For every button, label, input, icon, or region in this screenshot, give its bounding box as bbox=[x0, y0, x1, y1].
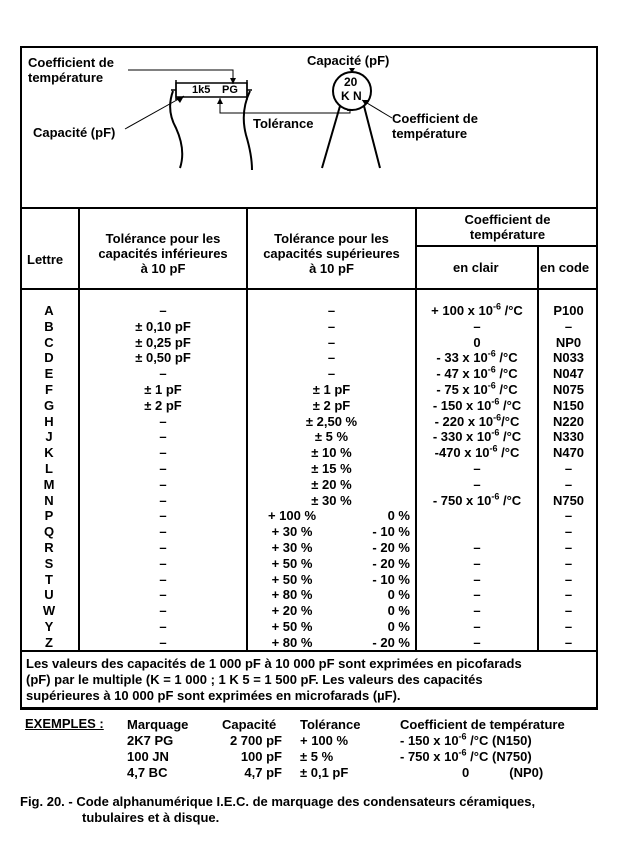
cell-en-code: – bbox=[564, 619, 573, 634]
cell-tol-low: ± 0,25 pF bbox=[135, 334, 191, 350]
cell-en-code: N150 bbox=[552, 397, 585, 413]
cell-tol-high: + 80 % bbox=[271, 634, 313, 650]
disc-marking-1: 20 bbox=[344, 75, 358, 89]
clair-value: -470 x 10 bbox=[434, 445, 490, 461]
header-tol-low-line: Tolérance pour les bbox=[105, 231, 221, 246]
cell-en-code: N047 bbox=[552, 366, 585, 382]
cell-tol-high: – bbox=[327, 334, 336, 350]
cell-letter: C bbox=[44, 334, 54, 350]
cell-en-code: N033 bbox=[552, 350, 585, 366]
clair-exponent: -6 bbox=[487, 349, 496, 360]
caption bbox=[20, 794, 535, 826]
header-tol-high-line: capacités supérieures bbox=[263, 246, 400, 261]
cell-tol-high: – bbox=[327, 366, 336, 382]
cell-tol-low: – bbox=[159, 413, 167, 429]
label-coef-right-2: température bbox=[392, 126, 468, 141]
note-line: (pF) par le multiple (K = 1 000 ; 1 K 5 = 1 500 pF. Les valeurs des capacités bbox=[26, 672, 483, 687]
example-tolerance: ± 5 % bbox=[300, 749, 334, 764]
cell-tol-high: + 30 % bbox=[271, 540, 313, 555]
clair-exponent: -6 bbox=[491, 396, 500, 407]
cell-tol-high: + 80 % bbox=[271, 587, 313, 603]
clair-exponent: -6 bbox=[491, 491, 500, 502]
cell-letter: U bbox=[44, 587, 54, 603]
cell-tol-high-2: - 10 % bbox=[372, 571, 410, 587]
cell-en-code: – bbox=[564, 571, 573, 587]
example-coef bbox=[400, 765, 580, 780]
cell-letter: S bbox=[44, 555, 54, 571]
cell-en-code: – bbox=[564, 476, 573, 492]
clair-value: – bbox=[473, 571, 481, 587]
cell-en-code: NP0 bbox=[555, 334, 582, 350]
cell-tol-low: – bbox=[159, 461, 167, 476]
cell-tol-high-2: 0 % bbox=[387, 587, 410, 603]
cell-tol-low: – bbox=[159, 445, 167, 461]
cell-tol-low: – bbox=[159, 603, 167, 619]
cell-en-clair bbox=[417, 540, 537, 555]
examples-head-mark: Marquage bbox=[127, 717, 189, 732]
cell-tol-high-2: 0 % bbox=[387, 508, 410, 524]
cell-en-code: – bbox=[564, 603, 573, 619]
cell-tol-high: – bbox=[327, 318, 336, 334]
clair-value: – bbox=[473, 587, 481, 603]
examples-head-coef: Coefficient de température bbox=[400, 717, 565, 732]
cell-tol-high: ± 30 % bbox=[311, 492, 352, 508]
example-marking: 2K7 PG bbox=[127, 733, 174, 748]
cell-tol-high-2: 0 % bbox=[387, 619, 410, 634]
cell-letter: K bbox=[44, 445, 54, 461]
header-coef-line: température bbox=[469, 227, 546, 242]
clair-unit: /°C bbox=[495, 366, 518, 382]
cell-tol-low: ± 0,50 pF bbox=[135, 350, 191, 366]
clair-value: - 47 x 10 bbox=[436, 366, 488, 382]
header-tol-low-line: à 10 pF bbox=[140, 261, 186, 276]
cell-tol-high: ± 10 % bbox=[311, 445, 352, 461]
clair-value: – bbox=[473, 461, 481, 476]
clair-value: 0 bbox=[473, 334, 481, 350]
cell-en-clair bbox=[417, 366, 537, 381]
example-coef-value: - 150 x 10 bbox=[400, 733, 459, 748]
cell-letter: B bbox=[44, 318, 54, 334]
label-coef-right: Coefficient de bbox=[392, 111, 478, 126]
cell-en-code: – bbox=[564, 555, 573, 571]
clair-exponent: -6 bbox=[492, 301, 501, 312]
example-coef-exponent: -6 bbox=[458, 731, 467, 742]
cell-en-code: – bbox=[564, 461, 573, 476]
label-coef-top: Coefficient de bbox=[28, 55, 114, 70]
cell-tol-low: – bbox=[159, 476, 167, 492]
clair-value: – bbox=[473, 318, 481, 334]
cell-en-clair bbox=[417, 303, 537, 318]
header-en-clair: en clair bbox=[453, 260, 499, 275]
clair-value: – bbox=[473, 634, 481, 650]
cell-en-code: – bbox=[564, 524, 573, 540]
cell-tol-low: – bbox=[159, 524, 167, 540]
example-marking: 100 JN bbox=[127, 749, 169, 764]
cell-tol-low: – bbox=[159, 634, 167, 650]
cell-tol-low: – bbox=[159, 587, 167, 603]
disc-marking-2: K N bbox=[341, 89, 362, 103]
cell-tol-low: – bbox=[159, 540, 167, 555]
cell-en-clair bbox=[417, 587, 537, 602]
clair-unit: /°C bbox=[501, 413, 520, 429]
cell-en-code: P100 bbox=[553, 303, 584, 318]
example-capacity: 4,7 pF bbox=[244, 765, 282, 780]
example-coef bbox=[400, 733, 580, 748]
cell-en-clair bbox=[417, 319, 537, 334]
example-tolerance: ± 0,1 pF bbox=[300, 765, 349, 780]
cell-tol-low: – bbox=[159, 508, 167, 524]
cell-en-code: N075 bbox=[552, 382, 585, 397]
clair-unit: /°C bbox=[501, 303, 523, 318]
examples-head-cap: Capacité bbox=[222, 717, 277, 732]
cell-tol-low: ± 2 pF bbox=[144, 397, 182, 413]
cell-letter: Q bbox=[43, 524, 55, 540]
clair-value: – bbox=[473, 476, 481, 492]
cell-tol-high: + 50 % bbox=[271, 555, 313, 571]
clair-value: - 75 x 10 bbox=[436, 382, 488, 397]
cell-tol-high: + 50 % bbox=[271, 571, 313, 587]
cell-en-code: – bbox=[564, 540, 573, 555]
cell-letter: F bbox=[45, 382, 53, 397]
header-en-code: en code bbox=[540, 260, 590, 275]
example-marking: 4,7 BC bbox=[127, 765, 168, 780]
cell-en-code: N330 bbox=[552, 429, 585, 445]
example-coef-unit: /°C (N150) bbox=[466, 733, 532, 748]
label-coef-top-2: température bbox=[28, 70, 104, 85]
cell-letter: J bbox=[45, 429, 53, 445]
clair-value: – bbox=[473, 555, 481, 571]
cell-tol-low: – bbox=[159, 492, 167, 508]
clair-exponent: -6 bbox=[487, 380, 496, 391]
cell-tol-high-2: - 20 % bbox=[372, 555, 410, 571]
cell-en-clair bbox=[417, 603, 537, 618]
cell-tol-high: ± 1 pF bbox=[312, 382, 351, 397]
cell-letter: Y bbox=[44, 619, 54, 634]
clair-exponent: -6 bbox=[487, 364, 496, 375]
example-coef-unit: (NP0) bbox=[509, 765, 544, 780]
header-tol-low bbox=[80, 231, 246, 276]
clair-value: – bbox=[473, 540, 481, 555]
note bbox=[26, 656, 522, 704]
example-coef-value: - 750 x 10 bbox=[400, 749, 459, 764]
examples-title: EXEMPLES : bbox=[25, 716, 104, 731]
clair-value: – bbox=[473, 603, 481, 619]
cell-tol-high: + 100 % bbox=[267, 508, 317, 524]
cell-tol-low: – bbox=[159, 429, 167, 445]
cell-tol-high: – bbox=[327, 350, 336, 366]
cell-letter: D bbox=[44, 350, 54, 366]
clair-value: - 330 x 10 bbox=[432, 429, 492, 445]
clair-unit: /°C bbox=[495, 350, 518, 366]
example-coef-exponent: -6 bbox=[458, 747, 467, 758]
cell-tol-low: – bbox=[159, 571, 167, 587]
clair-value: – bbox=[473, 619, 481, 634]
example-coef-unit: /°C (N750) bbox=[466, 749, 532, 764]
caption-line-2: tubulaires et à disque. bbox=[82, 810, 220, 825]
cell-letter: M bbox=[43, 476, 55, 492]
header-tol-high-line: Tolérance pour les bbox=[274, 231, 389, 246]
cell-tol-high: ± 2 pF bbox=[312, 397, 351, 413]
header-coef-line: Coefficient de bbox=[464, 212, 551, 227]
cell-en-clair bbox=[417, 398, 537, 413]
cell-tol-high: + 50 % bbox=[271, 619, 313, 634]
tubular-marking-2: PG bbox=[222, 84, 238, 96]
cell-en-clair bbox=[417, 556, 537, 571]
cell-tol-low: ± 1 pF bbox=[144, 382, 182, 397]
cell-tol-high-2: 0 % bbox=[387, 603, 410, 619]
clair-exponent: -6 bbox=[489, 443, 498, 454]
cell-letter: L bbox=[45, 461, 53, 476]
capacitor-drawings bbox=[0, 0, 634, 210]
cell-tol-low: – bbox=[159, 619, 167, 634]
cell-letter: W bbox=[42, 603, 56, 619]
cell-en-code: N750 bbox=[552, 492, 585, 508]
cell-en-clair bbox=[417, 572, 537, 587]
cell-letter: P bbox=[44, 508, 54, 524]
cell-en-clair bbox=[417, 429, 537, 444]
cell-en-code: – bbox=[564, 318, 573, 334]
header-tol-high bbox=[248, 231, 415, 276]
cell-letter: Z bbox=[45, 634, 53, 650]
cell-letter: N bbox=[44, 492, 54, 508]
cell-letter: R bbox=[44, 540, 54, 555]
cell-en-clair bbox=[417, 350, 537, 365]
cell-en-clair bbox=[417, 414, 537, 429]
note-line: supérieures à 10 000 pF sont exprimées en microfarads (µF). bbox=[26, 688, 401, 703]
cell-en-clair bbox=[417, 382, 537, 397]
cell-en-clair bbox=[417, 619, 537, 634]
label-tolerance: Tolérance bbox=[253, 116, 314, 131]
caption-line-1: Fig. 20. - Code alphanumérique I.E.C. de marquage des condensateurs céramiques, bbox=[20, 794, 536, 809]
example-coef bbox=[400, 749, 580, 764]
example-capacity: 100 pF bbox=[240, 749, 282, 764]
cell-tol-high-2: - 20 % bbox=[372, 540, 410, 555]
clair-value: - 750 x 10 bbox=[432, 492, 492, 508]
cell-tol-high: – bbox=[327, 303, 336, 318]
cell-tol-high: + 30 % bbox=[271, 524, 313, 540]
cell-en-clair bbox=[417, 635, 537, 650]
note-bottom-rule bbox=[20, 707, 598, 709]
header-letter: Lettre bbox=[27, 252, 64, 267]
cell-en-code: N470 bbox=[552, 445, 585, 461]
cell-tol-high: + 20 % bbox=[271, 603, 313, 619]
clair-value: - 220 x 10 bbox=[434, 413, 494, 429]
clair-exponent: -6 bbox=[493, 412, 502, 423]
table-header-rule bbox=[20, 288, 598, 290]
example-tolerance: + 100 % bbox=[300, 733, 349, 748]
cell-letter: T bbox=[45, 571, 53, 587]
clair-unit: /°C bbox=[495, 382, 518, 397]
clair-exponent: -6 bbox=[491, 428, 500, 439]
header-tol-high-line: à 10 pF bbox=[309, 261, 354, 276]
cell-en-code: N220 bbox=[552, 413, 585, 429]
cell-en-code: – bbox=[564, 587, 573, 603]
clair-unit: /°C bbox=[499, 397, 522, 413]
cell-en-clair bbox=[417, 493, 537, 508]
clair-unit: /°C bbox=[497, 445, 520, 461]
cell-tol-low: – bbox=[159, 303, 167, 318]
cell-tol-low: ± 0,10 pF bbox=[135, 318, 191, 334]
example-capacity: 2 700 pF bbox=[229, 733, 282, 748]
cell-tol-high: ± 2,50 % bbox=[305, 413, 358, 429]
clair-value: - 150 x 10 bbox=[432, 397, 492, 413]
header-tol-low-line: capacités inférieures bbox=[98, 246, 228, 261]
cell-en-clair bbox=[417, 477, 537, 492]
table-bottom-rule bbox=[20, 650, 598, 652]
clair-value: + 100 x 10 bbox=[431, 303, 493, 318]
cell-en-clair bbox=[417, 445, 537, 460]
coef-subhead-rule bbox=[416, 245, 598, 247]
cell-en-clair bbox=[417, 335, 537, 350]
note-line: Les valeurs des capacités de 1 000 pF à 10 000 pF sont exprimées en picofarads bbox=[26, 656, 522, 671]
examples-head-tol: Tolérance bbox=[300, 717, 361, 732]
cell-en-clair bbox=[417, 461, 537, 476]
cell-letter: E bbox=[44, 366, 54, 382]
clair-value: - 33 x 10 bbox=[436, 350, 488, 366]
cell-tol-high-2: - 20 % bbox=[372, 634, 410, 650]
cell-letter: A bbox=[44, 303, 54, 318]
cell-tol-high-2: - 10 % bbox=[372, 524, 410, 540]
cell-letter: G bbox=[43, 397, 55, 413]
example-coef-value: 0 bbox=[462, 765, 470, 780]
table-top-rule bbox=[20, 207, 598, 209]
label-capacity-right: Capacité (pF) bbox=[307, 53, 390, 68]
tubular-marking-1: 1k5 bbox=[192, 84, 211, 96]
cell-tol-high: ± 5 % bbox=[314, 429, 349, 445]
clair-unit: /°C bbox=[499, 492, 522, 508]
header-coef bbox=[417, 212, 598, 242]
cell-en-code: – bbox=[564, 508, 573, 524]
cell-tol-high: ± 20 % bbox=[311, 476, 352, 492]
cell-tol-high: ± 15 % bbox=[311, 461, 352, 476]
cell-tol-low: – bbox=[159, 555, 167, 571]
label-capacity-left: Capacité (pF) bbox=[33, 125, 116, 140]
cell-letter: H bbox=[44, 413, 54, 429]
cell-tol-low: – bbox=[159, 366, 167, 382]
cell-en-code: – bbox=[564, 634, 573, 650]
clair-unit: /°C bbox=[499, 429, 522, 445]
